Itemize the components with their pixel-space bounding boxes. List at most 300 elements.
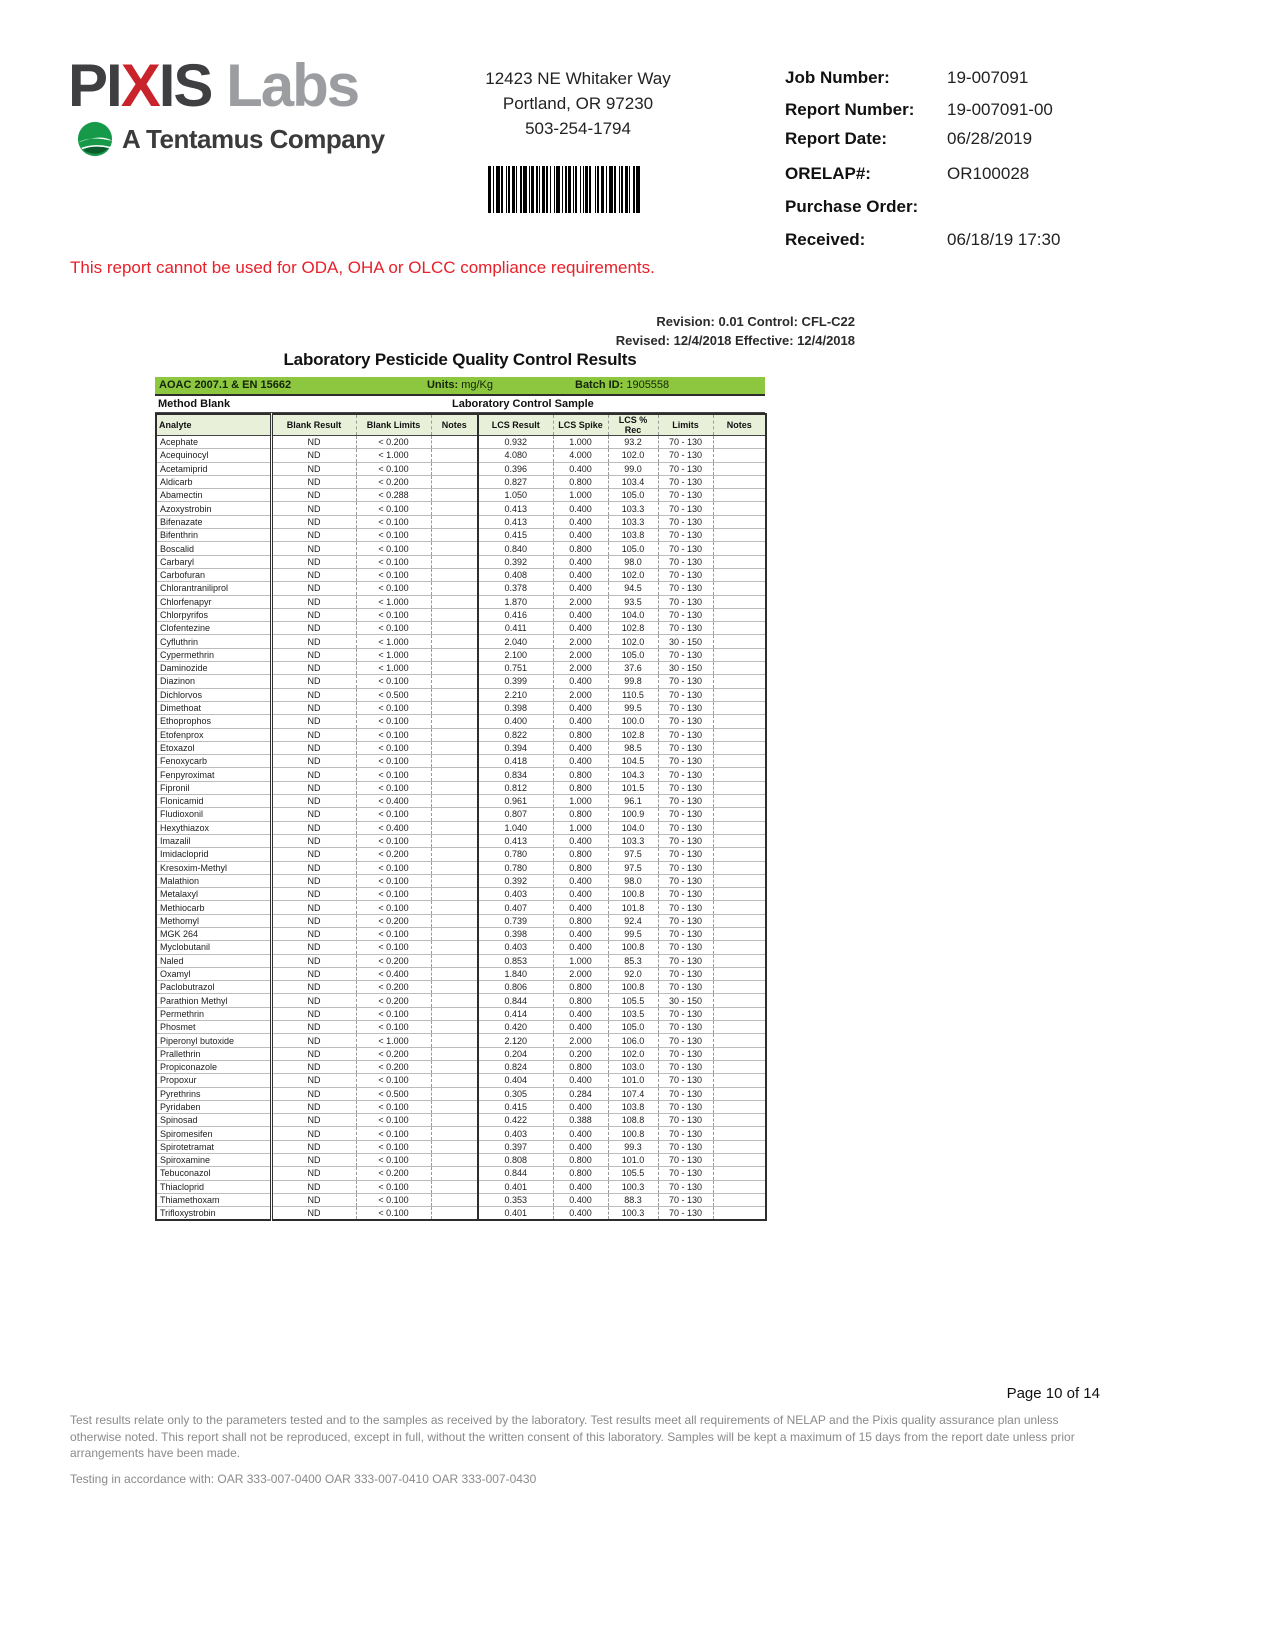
analyte-cell: Chlorfenapyr (156, 595, 271, 608)
lcs-limits-cell: 70 - 130 (658, 741, 713, 754)
qc-table-row (156, 449, 766, 462)
report-date-label: Report Date: (785, 129, 888, 148)
report-number-value: 19-007091-00 (947, 100, 1053, 119)
lcs-rec-cell: 100.8 (608, 981, 658, 994)
lcs-limits-cell: 70 - 130 (658, 1167, 713, 1180)
lcs-limits-cell: 70 - 130 (658, 542, 713, 555)
blank-notes-cell (431, 688, 478, 701)
blank-notes-cell (431, 555, 478, 568)
lcs-result-cell: 0.824 (478, 1060, 553, 1073)
analyte-cell: Propiconazole (156, 1060, 271, 1073)
lcs-result-cell: 1.040 (478, 821, 553, 834)
lab-address (430, 66, 726, 141)
lcs-limits-cell: 70 - 130 (658, 701, 713, 714)
logo-tagline: A Tentamus Company (122, 123, 385, 154)
blank-result-cell: ND (271, 888, 356, 901)
blank-result-cell: ND (271, 874, 356, 887)
lcs-notes-cell (713, 1207, 766, 1220)
lcs-notes-cell (713, 781, 766, 794)
blank-limits-cell: < 0.100 (356, 462, 431, 475)
blank-notes-cell (431, 475, 478, 488)
lcs-limits-cell: 70 - 130 (658, 954, 713, 967)
lcs-notes-cell (713, 1127, 766, 1140)
blank-result-cell: ND (271, 555, 356, 568)
revision-block (616, 312, 855, 350)
lcs-notes-cell (713, 595, 766, 608)
blank-result-cell: ND (271, 954, 356, 967)
lcs-notes-cell (713, 1087, 766, 1100)
blank-result-cell: ND (271, 1060, 356, 1073)
lcs-rec-cell: 101.8 (608, 901, 658, 914)
blank-notes-cell (431, 529, 478, 542)
analyte-cell: Spiromesifen (156, 1127, 271, 1140)
col-blank-limits: Blank Limits (356, 414, 431, 436)
lcs-notes-cell (713, 1193, 766, 1206)
lcs-rec-cell: 99.3 (608, 1140, 658, 1153)
analyte-cell: Piperonyl butoxide (156, 1034, 271, 1047)
analyte-cell: Abamectin (156, 489, 271, 502)
units-segment (427, 377, 493, 394)
lcs-rec-cell: 103.3 (608, 515, 658, 528)
analyte-cell: MGK 264 (156, 927, 271, 940)
lcs-result-cell: 0.403 (478, 1127, 553, 1140)
blank-limits-cell: < 1.000 (356, 595, 431, 608)
qc-table-row (156, 436, 766, 449)
blank-notes-cell (431, 662, 478, 675)
blank-result-cell: ND (271, 834, 356, 847)
lcs-result-cell: 2.210 (478, 688, 553, 701)
analyte-cell: Prallethrin (156, 1047, 271, 1060)
qc-table-row (156, 1074, 766, 1087)
lcs-notes-cell (713, 994, 766, 1007)
lcs-spike-cell: 0.800 (553, 914, 608, 927)
lcs-limits-cell: 70 - 130 (658, 1060, 713, 1073)
lcs-rec-cell: 100.0 (608, 715, 658, 728)
lcs-rec-cell: 108.8 (608, 1114, 658, 1127)
lcs-limits-cell: 70 - 130 (658, 941, 713, 954)
blank-limits-cell: < 0.100 (356, 555, 431, 568)
qc-table-row (156, 715, 766, 728)
lcs-spike-cell: 4.000 (553, 449, 608, 462)
qc-table-row (156, 795, 766, 808)
lcs-notes-cell (713, 675, 766, 688)
blank-limits-cell: < 0.100 (356, 1180, 431, 1193)
lcs-result-cell: 0.394 (478, 741, 553, 754)
blank-limits-cell: < 1.000 (356, 662, 431, 675)
lcs-notes-cell (713, 489, 766, 502)
blank-notes-cell (431, 489, 478, 502)
blank-result-cell: ND (271, 1193, 356, 1206)
analyte-cell: Boscalid (156, 542, 271, 555)
blank-result-cell: ND (271, 728, 356, 741)
blank-result-cell: ND (271, 635, 356, 648)
lcs-spike-cell: 0.400 (553, 529, 608, 542)
lcs-rec-cell: 100.9 (608, 808, 658, 821)
lcs-spike-cell: 0.400 (553, 927, 608, 940)
blank-notes-cell (431, 568, 478, 581)
lcs-rec-cell: 100.8 (608, 941, 658, 954)
blank-limits-cell: < 0.100 (356, 1193, 431, 1206)
orelap-label: ORELAP#: (785, 164, 871, 183)
blank-limits-cell: < 0.200 (356, 1167, 431, 1180)
blank-limits-cell: < 0.100 (356, 861, 431, 874)
qc-table-row (156, 1154, 766, 1167)
blank-result-cell: ND (271, 1180, 356, 1193)
lcs-spike-cell: 0.800 (553, 1154, 608, 1167)
analyte-cell: Clofentezine (156, 622, 271, 635)
blank-notes-cell (431, 1100, 478, 1113)
qc-table-row (156, 608, 766, 621)
lcs-notes-cell (713, 1047, 766, 1060)
lcs-notes-cell (713, 542, 766, 555)
qc-table-row (156, 941, 766, 954)
blank-limits-cell: < 0.100 (356, 675, 431, 688)
blank-limits-cell: < 0.100 (356, 755, 431, 768)
analyte-cell: Flonicamid (156, 795, 271, 808)
blank-result-cell: ND (271, 914, 356, 927)
lcs-result-cell: 0.396 (478, 462, 553, 475)
lcs-notes-cell (713, 808, 766, 821)
lcs-rec-cell: 99.8 (608, 675, 658, 688)
blank-limits-cell: < 0.200 (356, 981, 431, 994)
lcs-result-cell: 1.050 (478, 489, 553, 502)
lcs-spike-cell: 0.400 (553, 1180, 608, 1193)
lcs-limits-cell: 70 - 130 (658, 874, 713, 887)
lcs-result-cell: 0.399 (478, 675, 553, 688)
lcs-spike-cell: 1.000 (553, 821, 608, 834)
lcs-limits-cell: 70 - 130 (658, 967, 713, 980)
lcs-result-cell: 1.840 (478, 967, 553, 980)
lcs-result-cell: 0.780 (478, 861, 553, 874)
analyte-cell: Spinosad (156, 1114, 271, 1127)
lcs-limits-cell: 70 - 130 (658, 595, 713, 608)
lcs-notes-cell (713, 821, 766, 834)
analyte-cell: Imazalil (156, 834, 271, 847)
blank-limits-cell: < 0.100 (356, 582, 431, 595)
blank-limits-cell: < 1.000 (356, 635, 431, 648)
lcs-notes-cell (713, 648, 766, 661)
blank-notes-cell (431, 462, 478, 475)
blank-result-cell: ND (271, 529, 356, 542)
col-lcs-result: LCS Result (478, 414, 553, 436)
lcs-rec-cell: 104.3 (608, 768, 658, 781)
lcs-notes-cell (713, 462, 766, 475)
blank-notes-cell (431, 901, 478, 914)
blank-limits-cell: < 0.100 (356, 608, 431, 621)
blank-result-cell: ND (271, 848, 356, 861)
lcs-result-cell: 0.808 (478, 1154, 553, 1167)
lcs-limits-cell: 70 - 130 (658, 1140, 713, 1153)
lcs-rec-cell: 105.0 (608, 1021, 658, 1034)
blank-limits-cell: < 0.200 (356, 1060, 431, 1073)
qc-table-row (156, 967, 766, 980)
lcs-result-cell: 0.397 (478, 1140, 553, 1153)
analyte-cell: Chlorantraniliprol (156, 582, 271, 595)
lcs-notes-cell (713, 1114, 766, 1127)
analyte-cell: Trifloxystrobin (156, 1207, 271, 1220)
lcs-spike-cell: 0.400 (553, 874, 608, 887)
blank-notes-cell (431, 768, 478, 781)
address-line2: Portland, OR 97230 (502, 94, 654, 113)
lcs-result-cell: 0.420 (478, 1021, 553, 1034)
lcs-limits-cell: 70 - 130 (658, 795, 713, 808)
blank-result-cell: ND (271, 994, 356, 1007)
lcs-spike-cell: 0.800 (553, 768, 608, 781)
analyte-cell: Azoxystrobin (156, 502, 271, 515)
lcs-spike-cell: 0.200 (553, 1047, 608, 1060)
qc-table-row (156, 741, 766, 754)
lcs-limits-cell: 70 - 130 (658, 861, 713, 874)
blank-notes-cell (431, 741, 478, 754)
lcs-spike-cell: 2.000 (553, 967, 608, 980)
qc-results-section (155, 350, 765, 1221)
qc-table-row (156, 821, 766, 834)
lcs-limits-cell: 70 - 130 (658, 1074, 713, 1087)
lcs-spike-cell: 2.000 (553, 635, 608, 648)
lcs-spike-cell: 0.800 (553, 848, 608, 861)
qc-table-row (156, 728, 766, 741)
blank-notes-cell (431, 888, 478, 901)
blank-notes-cell (431, 1021, 478, 1034)
lcs-rec-cell: 105.5 (608, 1167, 658, 1180)
blank-notes-cell (431, 861, 478, 874)
analyte-cell: Diazinon (156, 675, 271, 688)
lcs-limits-cell: 30 - 150 (658, 662, 713, 675)
blank-limits-cell: < 0.200 (356, 1047, 431, 1060)
lcs-rec-cell: 102.0 (608, 635, 658, 648)
lcs-spike-cell: 0.400 (553, 622, 608, 635)
lcs-result-cell: 0.416 (478, 608, 553, 621)
address-line3: 503-254-1794 (525, 119, 631, 138)
lcs-limits-cell: 70 - 130 (658, 608, 713, 621)
blank-notes-cell (431, 648, 478, 661)
qc-method-bar (155, 377, 765, 396)
lcs-result-cell: 0.961 (478, 795, 553, 808)
lcs-rec-cell: 99.5 (608, 701, 658, 714)
blank-limits-cell: < 0.200 (356, 994, 431, 1007)
lcs-limits-cell: 70 - 130 (658, 927, 713, 940)
blank-notes-cell (431, 821, 478, 834)
blank-limits-cell: < 0.100 (356, 927, 431, 940)
page-number: Page 10 of 14 (1006, 1385, 1100, 1402)
lcs-limits-cell: 70 - 130 (658, 1007, 713, 1020)
lcs-result-cell: 0.404 (478, 1074, 553, 1087)
lcs-rec-cell: 101.0 (608, 1154, 658, 1167)
blank-result-cell: ND (271, 1140, 356, 1153)
lcs-result-cell: 0.401 (478, 1207, 553, 1220)
revision-line2: Revised: 12/4/2018 Effective: 12/4/2018 (615, 333, 855, 348)
lcs-spike-cell: 0.400 (553, 568, 608, 581)
blank-result-cell: ND (271, 741, 356, 754)
lcs-rec-cell: 85.3 (608, 954, 658, 967)
lcs-limits-cell: 70 - 130 (658, 834, 713, 847)
units-value: mg/Kg (458, 379, 494, 391)
lcs-rec-cell: 94.5 (608, 582, 658, 595)
lcs-result-cell: 0.398 (478, 701, 553, 714)
lcs-rec-cell: 103.3 (608, 502, 658, 515)
blank-result-cell: ND (271, 715, 356, 728)
lcs-spike-cell: 0.400 (553, 515, 608, 528)
lcs-result-cell: 0.378 (478, 582, 553, 595)
lcs-spike-cell: 0.400 (553, 555, 608, 568)
lcs-spike-cell: 0.400 (553, 715, 608, 728)
analyte-cell: Parathion Methyl (156, 994, 271, 1007)
lcs-rec-cell: 103.4 (608, 475, 658, 488)
lcs-result-cell: 1.870 (478, 595, 553, 608)
lcs-limits-cell: 70 - 130 (658, 475, 713, 488)
lcs-rec-cell: 100.8 (608, 1127, 658, 1140)
lcs-spike-cell: 0.400 (553, 701, 608, 714)
qc-table-row (156, 834, 766, 847)
lcs-rec-cell: 103.0 (608, 1060, 658, 1073)
blank-notes-cell (431, 1060, 478, 1073)
blank-notes-cell (431, 1154, 478, 1167)
lcs-spike-cell: 0.400 (553, 1074, 608, 1087)
lcs-spike-cell: 1.000 (553, 436, 608, 449)
blank-limits-cell: < 0.500 (356, 1087, 431, 1100)
lcs-spike-cell: 2.000 (553, 662, 608, 675)
lcs-rec-cell: 93.2 (608, 436, 658, 449)
blank-notes-cell (431, 1193, 478, 1206)
blank-limits-cell: < 0.100 (356, 1100, 431, 1113)
lcs-notes-cell (713, 701, 766, 714)
blank-limits-cell: < 0.100 (356, 781, 431, 794)
blank-limits-cell: < 1.000 (356, 1034, 431, 1047)
lcs-notes-cell (713, 1167, 766, 1180)
col-analyte: Analyte (156, 414, 271, 436)
blank-notes-cell (431, 874, 478, 887)
lcs-limits-cell: 70 - 130 (658, 1207, 713, 1220)
lcs-result-cell: 0.204 (478, 1047, 553, 1060)
blank-limits-cell: < 0.100 (356, 542, 431, 555)
section-lcs: Laboratory Control Sample (452, 398, 594, 410)
qc-table-row (156, 1100, 766, 1113)
analyte-cell: Acequinocyl (156, 449, 271, 462)
qc-table-row (156, 848, 766, 861)
lcs-limits-cell: 70 - 130 (658, 914, 713, 927)
qc-table-row (156, 1021, 766, 1034)
lcs-result-cell: 0.407 (478, 901, 553, 914)
lcs-limits-cell: 70 - 130 (658, 568, 713, 581)
analyte-cell: Methomyl (156, 914, 271, 927)
lcs-notes-cell (713, 741, 766, 754)
lcs-rec-cell: 105.0 (608, 542, 658, 555)
blank-limits-cell: < 0.100 (356, 568, 431, 581)
lcs-notes-cell (713, 967, 766, 980)
qc-table-row (156, 901, 766, 914)
blank-notes-cell (431, 967, 478, 980)
footer-disclaimer: Test results relate only to the parameters tested and to the samples as received by the laboratory. Test results meet all requirements of NELAP and the Pixis quality assurance plan unless otherwise noted. This report shall not be reproduced, except in full, without the written consent of this laboratory. Samples will be kept a maximum of 15 days from the report date unless prior arrangements have been made. (70, 1413, 1075, 1460)
compliance-notice: This report cannot be used for ODA, OHA or OLCC compliance requirements. (70, 258, 655, 277)
logo-text-is: IS (158, 52, 212, 119)
lcs-spike-cell: 0.400 (553, 888, 608, 901)
lcs-rec-cell: 98.5 (608, 741, 658, 754)
qc-table-body (156, 436, 766, 1221)
blank-result-cell: ND (271, 1087, 356, 1100)
qc-table-row (156, 888, 766, 901)
lcs-spike-cell: 0.400 (553, 1140, 608, 1153)
lcs-limits-cell: 70 - 130 (658, 529, 713, 542)
qc-table-row (156, 981, 766, 994)
lcs-spike-cell: 0.400 (553, 1100, 608, 1113)
lcs-limits-cell: 70 - 130 (658, 1047, 713, 1060)
qc-table-row (156, 768, 766, 781)
blank-limits-cell: < 0.100 (356, 941, 431, 954)
analyte-cell: Dichlorvos (156, 688, 271, 701)
lcs-notes-cell (713, 568, 766, 581)
blank-result-cell: ND (271, 675, 356, 688)
lcs-rec-cell: 92.0 (608, 967, 658, 980)
lcs-result-cell: 0.932 (478, 436, 553, 449)
blank-result-cell: ND (271, 1127, 356, 1140)
lcs-limits-cell: 70 - 130 (658, 502, 713, 515)
lcs-limits-cell: 70 - 130 (658, 462, 713, 475)
lcs-limits-cell: 70 - 130 (658, 675, 713, 688)
blank-result-cell: ND (271, 781, 356, 794)
qc-table-row (156, 595, 766, 608)
blank-notes-cell (431, 502, 478, 515)
blank-notes-cell (431, 1127, 478, 1140)
lcs-rec-cell: 98.0 (608, 555, 658, 568)
lcs-result-cell: 0.353 (478, 1193, 553, 1206)
blank-limits-cell: < 0.100 (356, 1140, 431, 1153)
analyte-cell: Metalaxyl (156, 888, 271, 901)
blank-result-cell: ND (271, 475, 356, 488)
lcs-result-cell: 2.040 (478, 635, 553, 648)
lcs-notes-cell (713, 981, 766, 994)
lcs-notes-cell (713, 475, 766, 488)
lcs-rec-cell: 88.3 (608, 1193, 658, 1206)
lcs-spike-cell: 0.400 (553, 462, 608, 475)
blank-limits-cell: < 0.100 (356, 1114, 431, 1127)
lcs-rec-cell: 102.8 (608, 622, 658, 635)
blank-notes-cell (431, 449, 478, 462)
lcs-limits-cell: 70 - 130 (658, 1021, 713, 1034)
lcs-rec-cell: 103.3 (608, 834, 658, 847)
blank-notes-cell (431, 715, 478, 728)
analyte-cell: Tebuconazol (156, 1167, 271, 1180)
lcs-spike-cell: 0.400 (553, 834, 608, 847)
col-lcs-notes: Notes (713, 414, 766, 436)
blank-result-cell: ND (271, 1074, 356, 1087)
lcs-spike-cell: 0.400 (553, 1007, 608, 1020)
blank-limits-cell: < 1.000 (356, 648, 431, 661)
batch-label: Batch ID: (575, 379, 624, 391)
qc-table-row (156, 542, 766, 555)
blank-notes-cell (431, 1114, 478, 1127)
lcs-rec-cell: 97.5 (608, 861, 658, 874)
analyte-cell: Oxamyl (156, 967, 271, 980)
lcs-notes-cell (713, 449, 766, 462)
lcs-rec-cell: 100.3 (608, 1207, 658, 1220)
lcs-result-cell: 0.844 (478, 1167, 553, 1180)
blank-result-cell: ND (271, 808, 356, 821)
analyte-cell: Phosmet (156, 1021, 271, 1034)
blank-limits-cell: < 0.100 (356, 701, 431, 714)
blank-result-cell: ND (271, 436, 356, 449)
lcs-result-cell: 2.120 (478, 1034, 553, 1047)
lcs-notes-cell (713, 662, 766, 675)
blank-notes-cell (431, 927, 478, 940)
lcs-result-cell: 0.413 (478, 502, 553, 515)
blank-notes-cell (431, 914, 478, 927)
blank-notes-cell (431, 728, 478, 741)
lcs-spike-cell: 0.800 (553, 475, 608, 488)
blank-limits-cell: < 0.100 (356, 1207, 431, 1220)
blank-notes-cell (431, 595, 478, 608)
blank-result-cell: ND (271, 755, 356, 768)
blank-result-cell: ND (271, 795, 356, 808)
